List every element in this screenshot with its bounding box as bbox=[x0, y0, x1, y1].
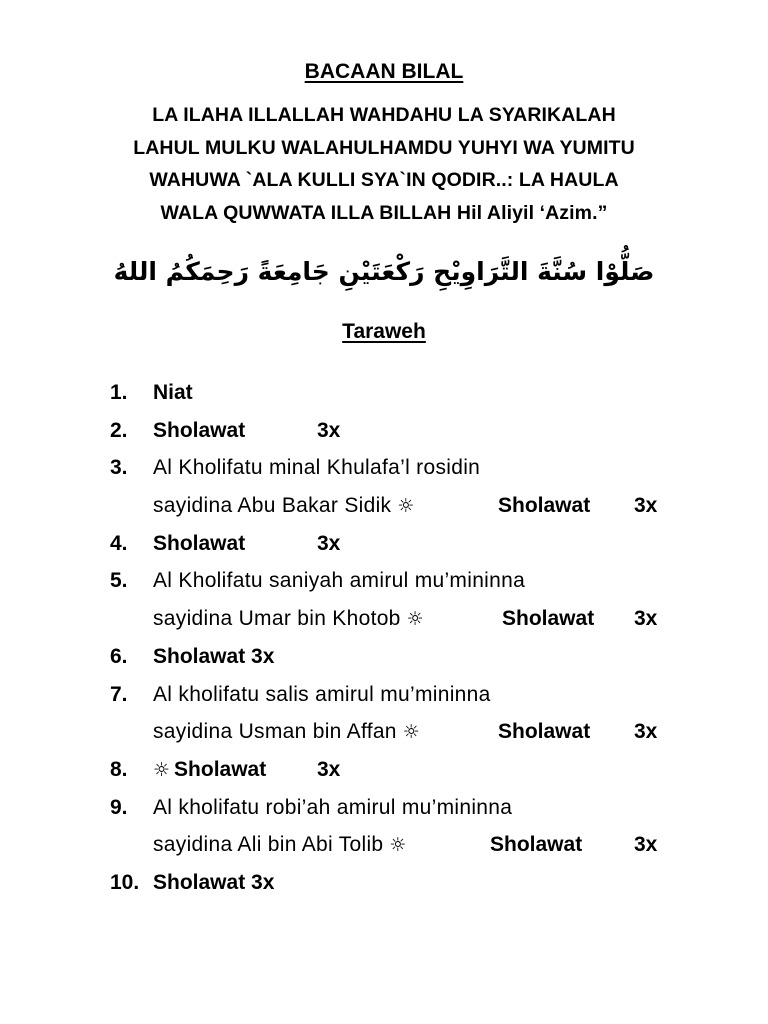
item-number: 7. bbox=[110, 682, 128, 706]
list-item bbox=[110, 789, 710, 827]
list-item bbox=[110, 412, 710, 450]
item-tail: Sholawat bbox=[174, 757, 267, 781]
item-count: 3x bbox=[634, 607, 658, 631]
item-number: 8. bbox=[110, 757, 128, 781]
list-item bbox=[110, 562, 710, 600]
item-number: 9. bbox=[110, 795, 128, 819]
item-continuation-text: sayidina Abu Bakar Sidik bbox=[153, 494, 392, 518]
list-item-continuation bbox=[110, 713, 710, 751]
item-text: Sholawat bbox=[153, 531, 246, 555]
item-tail: Sholawat bbox=[498, 494, 591, 518]
document-title: BACAAN BILAL bbox=[304, 60, 464, 83]
item-count: 3x bbox=[634, 494, 658, 518]
item-number: 1. bbox=[110, 381, 128, 404]
item-text: Al kholifatu salis amirul mu’mininna bbox=[153, 682, 491, 706]
intro-line: WAHUWA `ALA KULLI SYA`IN QODIR..: LA HAULA bbox=[149, 169, 619, 191]
item-continuation-text: sayidina Umar bin Khotob bbox=[153, 607, 401, 631]
sun-icon: ☼ bbox=[153, 758, 171, 781]
list-item-continuation bbox=[110, 487, 710, 525]
intro-text bbox=[40, 99, 728, 229]
list-item-continuation bbox=[110, 826, 710, 864]
item-text: Sholawat 3x bbox=[153, 870, 275, 894]
list-item bbox=[110, 374, 710, 412]
item-number: 4. bbox=[110, 531, 128, 555]
list-item bbox=[110, 525, 710, 563]
list-item bbox=[110, 676, 710, 714]
item-number: 5. bbox=[110, 569, 128, 593]
item-text: Niat bbox=[153, 381, 193, 404]
arabic-text: صَلُّوْا سُنَّةَ التَّرَاوِيْحِ رَكْعَتَيْنِ جَامِعَةً رَحِمَكُمُ اللهُ bbox=[113, 257, 655, 286]
sun-icon: ☼ bbox=[402, 721, 420, 744]
item-text: Al kholifatu robi’ah amirul mu’mininna bbox=[153, 795, 513, 819]
taraweh-list bbox=[110, 374, 710, 902]
item-number: 6. bbox=[110, 644, 128, 668]
intro-line: WALA QUWWATA ILLA BILLAH Hil Aliyil ‘Azim.” bbox=[160, 201, 608, 224]
item-count: 3x bbox=[317, 757, 341, 781]
item-number: 2. bbox=[110, 418, 128, 442]
list-item bbox=[110, 864, 710, 902]
sun-icon: ☼ bbox=[406, 608, 424, 631]
item-count: 3x bbox=[634, 833, 658, 857]
item-count: 3x bbox=[634, 720, 658, 744]
item-number: 3. bbox=[110, 456, 128, 480]
sun-icon: ☼ bbox=[397, 495, 415, 518]
list-item bbox=[110, 449, 710, 487]
item-tail: Sholawat bbox=[490, 833, 583, 857]
list-item bbox=[110, 638, 710, 676]
item-continuation-text: sayidina Usman bin Affan bbox=[153, 720, 397, 744]
intro-line: LAHUL MULKU WALAHULHAMDU YUHYI WA YUMITU bbox=[133, 136, 635, 159]
list-item-continuation bbox=[110, 600, 710, 638]
item-text: Sholawat 3x bbox=[153, 644, 275, 668]
item-count: 3x bbox=[317, 531, 341, 555]
item-text: Al Kholifatu saniyah amirul mu’mininna bbox=[153, 569, 526, 593]
item-number: 10. bbox=[110, 870, 140, 894]
item-count: 3x bbox=[317, 418, 341, 442]
intro-line: LA ILAHA ILLALLAH WAHDAHU LA SYARIKALAH bbox=[152, 104, 616, 126]
list-item bbox=[110, 751, 710, 789]
item-text: Al Kholifatu minal Khulafa’l rosidin bbox=[153, 456, 481, 480]
item-tail: Sholawat bbox=[498, 720, 591, 744]
section-title: Taraweh bbox=[342, 320, 426, 343]
sun-icon: ☼ bbox=[389, 834, 407, 857]
item-text: Sholawat bbox=[153, 418, 246, 442]
item-continuation-text: sayidina Ali bin Abi Tolib bbox=[153, 833, 384, 857]
item-tail: Sholawat bbox=[502, 607, 595, 631]
